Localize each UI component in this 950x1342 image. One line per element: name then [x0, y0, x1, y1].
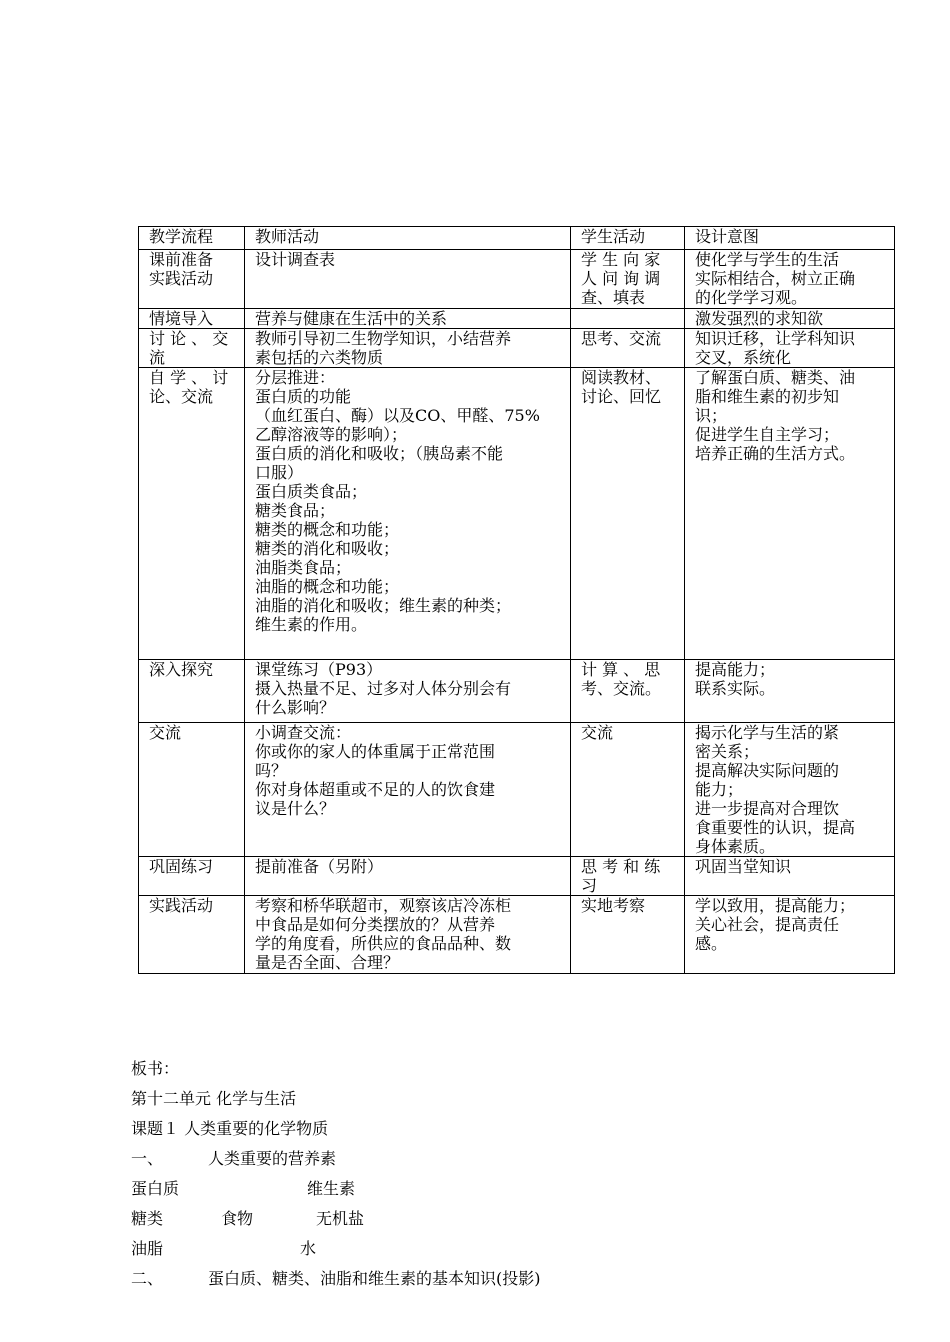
stage-cell	[139, 857, 245, 896]
cell-line: 阅读教材、	[581, 368, 662, 387]
cell-line: 教师引导初二生物学知识，小结营养	[255, 329, 512, 348]
cell-line: 设计调查表	[255, 250, 336, 269]
cell-line: 油脂的概念和功能；	[255, 577, 400, 596]
cell-line: 揭示化学与生活的紧	[695, 723, 840, 742]
cell-line: 识；	[695, 406, 728, 425]
board-vitamin: 维生素	[307, 1179, 356, 1198]
cell-line: 食重要性的认识，提高	[695, 818, 856, 837]
cell-line: 交叉，系统化	[695, 348, 792, 367]
cell-line: 糖类的概念和功能；	[255, 520, 400, 539]
board-water: 水	[300, 1239, 317, 1258]
teacher-cell	[245, 857, 571, 896]
cell-line: 考、交流。	[581, 679, 662, 698]
teacher-cell	[245, 368, 571, 660]
cell-line: 了解蛋白质、糖类、油	[695, 368, 856, 387]
cell-line: 身体素质。	[695, 837, 776, 856]
board-section2-title: 蛋白质、糖类、油脂和维生素的基本知识(投影)	[208, 1269, 541, 1288]
cell-line: 巩固当堂知识	[695, 857, 792, 876]
teacher-cell	[245, 896, 571, 974]
cell-line: 油脂类食品；	[255, 558, 352, 577]
cell-line: 实践活动	[149, 269, 214, 288]
cell-line: 学以致用，提高能力；	[695, 896, 856, 915]
intent-cell	[685, 896, 895, 974]
table-row	[139, 368, 895, 660]
board-protein: 蛋白质	[131, 1179, 180, 1198]
cell-line: 考察和桥华联超市，观察该店冷冻柜	[255, 896, 512, 915]
cell-line: 什么影响？	[255, 698, 336, 717]
cell-line: 口服）	[255, 463, 304, 482]
cell-line: 进一步提高对合理饮	[695, 799, 840, 818]
intent-cell	[685, 329, 895, 368]
cell-line: 思考、交流	[581, 329, 662, 348]
table-row	[139, 896, 895, 974]
cell-line: 习	[581, 876, 598, 895]
board-topic: 课题１ 人类重要的化学物质	[131, 1119, 329, 1138]
cell-line: 油脂的消化和吸收；维生素的种类；	[255, 596, 512, 615]
cell-line: 小调查交流：	[255, 723, 352, 742]
cell-line: 激发强烈的求知欲	[695, 309, 824, 328]
teacher-cell	[245, 723, 571, 857]
cell-line: 蛋白质的消化和吸收；（胰岛素不能	[255, 444, 504, 463]
cell-line: 糖类食品；	[255, 501, 336, 520]
table-row	[139, 857, 895, 896]
board-section2-num: 二、	[131, 1269, 164, 1288]
intent-cell	[685, 368, 895, 660]
cell-line: 乙醇溶液等的影响）；	[255, 425, 408, 444]
cell-line: 脂和维生素的初步知	[695, 387, 840, 406]
cell-line: 提高能力；	[695, 660, 776, 679]
table-header-row	[139, 227, 895, 250]
lesson-plan-table	[138, 226, 895, 974]
cell-line: 实际相结合，树立正确	[695, 269, 856, 288]
header-stage: 教学流程	[139, 227, 245, 250]
cell-line: 人 问 询 调	[581, 269, 661, 288]
board-mineral: 无机盐	[316, 1209, 365, 1228]
cell-line: 摄入热量不足、过多对人体分别会有	[255, 679, 512, 698]
cell-line: 密关系；	[695, 742, 760, 761]
table-row	[139, 329, 895, 368]
student-cell	[571, 857, 685, 896]
cell-line: 议是什么？	[255, 799, 336, 818]
cell-line: 思 考 和 练	[581, 857, 661, 876]
stage-cell	[139, 660, 245, 723]
teacher-cell	[245, 660, 571, 723]
intent-cell	[685, 723, 895, 857]
lesson-plan-body	[139, 227, 895, 974]
cell-line: 你对身体超重或不足的人的饮食建	[255, 780, 496, 799]
board-fat: 油脂	[131, 1239, 164, 1258]
cell-line: 交流	[581, 723, 614, 742]
cell-line: 糖类的消化和吸收；	[255, 539, 400, 558]
board-sugar: 糖类	[131, 1209, 164, 1228]
cell-line: 论、交流	[149, 387, 214, 406]
cell-line: 学 生 向 家	[581, 250, 661, 269]
stage-cell	[139, 723, 245, 857]
cell-line: 课堂练习（P93）	[255, 660, 383, 679]
teacher-cell	[245, 309, 571, 329]
cell-line: 营养与健康在生活中的关系	[255, 309, 448, 328]
student-cell	[571, 250, 685, 309]
cell-line: 知识迁移，让学科知识	[695, 329, 856, 348]
cell-line: 能力；	[695, 780, 744, 799]
stage-cell	[139, 309, 245, 329]
student-cell	[571, 309, 685, 329]
cell-line: 素包括的六类物质	[255, 348, 384, 367]
stage-cell	[139, 250, 245, 309]
header-teacher: 教师活动	[245, 227, 571, 250]
cell-line: 讨论、回忆	[581, 387, 662, 406]
student-cell	[571, 368, 685, 660]
cell-line: 自 学 、 讨	[149, 368, 229, 387]
cell-line: 交流	[149, 723, 182, 742]
cell-line: 提前准备（另附）	[255, 857, 384, 876]
table-row	[139, 309, 895, 329]
header-intent: 设计意图	[685, 227, 895, 250]
cell-line: 查、填表	[581, 288, 646, 307]
cell-line: 提高解决实际问题的	[695, 761, 840, 780]
board-unit: 第十二单元 化学与生活	[131, 1089, 297, 1108]
intent-cell	[685, 857, 895, 896]
cell-line: 量是否全面、合理？	[255, 953, 400, 972]
cell-line: 使化学与学生的生活	[695, 250, 840, 269]
table-row	[139, 660, 895, 723]
cell-line: 感。	[695, 934, 728, 953]
cell-line: 讨 论 、 交	[149, 329, 229, 348]
student-cell	[571, 723, 685, 857]
cell-line: 中食品是如何分类摆放的？从营养	[255, 915, 496, 934]
cell-line: 吗？	[255, 761, 288, 780]
cell-line: 深入探究	[149, 660, 214, 679]
board-food: 食物	[221, 1209, 254, 1228]
student-cell	[571, 896, 685, 974]
intent-cell	[685, 660, 895, 723]
cell-line: 蛋白质的功能	[255, 387, 352, 406]
table-row	[139, 723, 895, 857]
cell-line: 维生素的作用。	[255, 615, 368, 634]
cell-line: 学的角度看，所供应的食品品种、数	[255, 934, 512, 953]
cell-line: 促进学生自主学习；	[695, 425, 840, 444]
header-student: 学生活动	[571, 227, 685, 250]
cell-line: 巩固练习	[149, 857, 214, 876]
student-cell	[571, 329, 685, 368]
cell-line: 你或你的家人的体重属于正常范围	[255, 742, 496, 761]
board-section1-title: 人类重要的营养素	[208, 1149, 337, 1168]
teacher-cell	[245, 250, 571, 309]
stage-cell	[139, 896, 245, 974]
board-label: 板书：	[131, 1059, 180, 1078]
cell-line: 课前准备	[149, 250, 214, 269]
cell-line: 培养正确的生活方式。	[695, 444, 856, 463]
teacher-cell	[245, 329, 571, 368]
stage-cell	[139, 368, 245, 660]
cell-line: 的化学学习观。	[695, 288, 808, 307]
cell-line: 情境导入	[149, 309, 214, 328]
intent-cell	[685, 250, 895, 309]
board-section1-num: 一、	[131, 1149, 164, 1168]
cell-line: 联系实际。	[695, 679, 776, 698]
cell-line: 实践活动	[149, 896, 214, 915]
cell-line: 计 算 、 思	[581, 660, 661, 679]
student-cell	[571, 660, 685, 723]
cell-line: 关心社会，提高责任	[695, 915, 840, 934]
cell-line: 蛋白质类食品；	[255, 482, 368, 501]
cell-line: 实地考察	[581, 896, 646, 915]
intent-cell	[685, 309, 895, 329]
cell-line: （血红蛋白、酶）以及CO、甲醛、75%	[255, 406, 540, 425]
cell-line: 流	[149, 348, 166, 367]
stage-cell	[139, 329, 245, 368]
cell-line: 分层推进：	[255, 368, 336, 387]
table-row	[139, 250, 895, 309]
